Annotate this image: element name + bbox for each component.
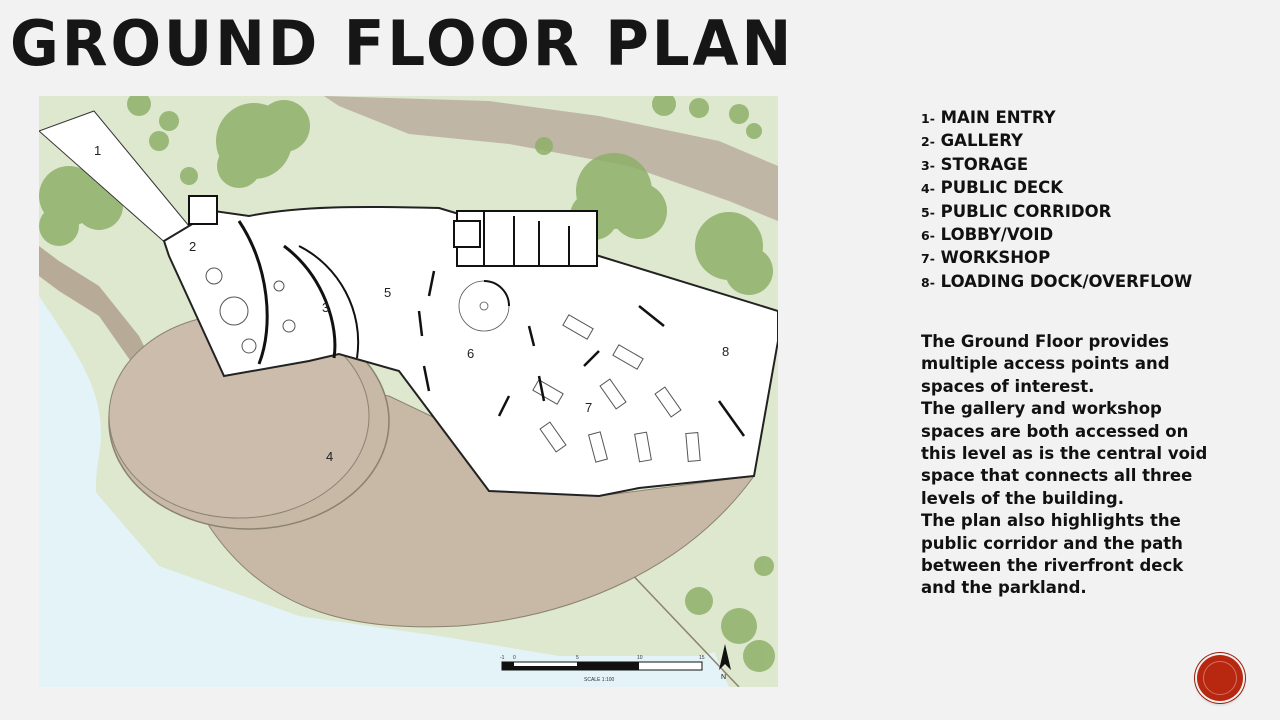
legend-number: 5- [921,204,935,220]
legend-label: PUBLIC CORRIDOR [940,201,1112,221]
legend-number: 7- [921,251,935,267]
legend-item [921,107,1192,130]
room-number-2: 2 [189,239,197,254]
legend-label: WORKSHOP [940,248,1051,268]
room-number-5: 5 [384,285,392,300]
scale-text: SCALE 1:100 [584,677,615,683]
legend-number: 8- [921,274,935,290]
legend-number: 4- [921,181,935,197]
room-number-1: 1 [94,143,102,158]
legend-number: 6- [921,228,935,244]
legend-label: LOBBY/VOID [940,225,1054,245]
room-legend [921,107,1192,294]
legend-item [921,271,1192,294]
description-paragraph: The Ground Floor provides multiple access points and spaces of interest. [921,332,1170,396]
scale-tick-3: 10 [637,655,643,661]
description-text [921,331,1221,600]
legend-item [921,130,1192,153]
page-title: GROUND FLOOR PLAN [10,7,795,80]
legend-number: 2- [921,134,935,150]
description-paragraph: The plan also highlights the public corridor and the path between the riverfront deck and the parkland. [921,511,1184,598]
legend-number: 1- [921,111,935,126]
room-number-7: 7 [585,400,593,415]
scale-tick-2: 5 [576,655,579,661]
room-number-4: 4 [326,449,334,464]
room-number-3: 3 [322,300,330,315]
room-number-6: 6 [467,346,475,361]
lift-core [189,196,217,224]
room-number-8: 8 [722,344,730,359]
legend-item [921,154,1192,177]
north-label: N [721,674,727,681]
description-paragraph: The gallery and workshop spaces are both accessed on this level as is the central void space that connects all three levels of the building. [921,399,1208,508]
legend-item [921,201,1192,224]
lift-core-2 [454,221,480,247]
legend-label: PUBLIC DECK [940,178,1064,198]
scale-tick-1: 0 [513,655,516,661]
next-slide-button[interactable] [1197,655,1243,701]
legend-label: LOADING DOCK/OVERFLOW [940,271,1193,291]
legend-label: MAIN ENTRY [940,108,1056,127]
legend-item [921,224,1192,247]
legend-label: GALLERY [940,131,1024,151]
legend-item [921,177,1192,200]
legend-number: 3- [921,157,935,173]
legend-label: STORAGE [940,154,1029,174]
scale-tick-4: 15 [699,655,705,661]
floor-plan-drawing [39,96,778,687]
legend-item [921,247,1192,270]
scale-tick-0: -1 [500,655,505,661]
